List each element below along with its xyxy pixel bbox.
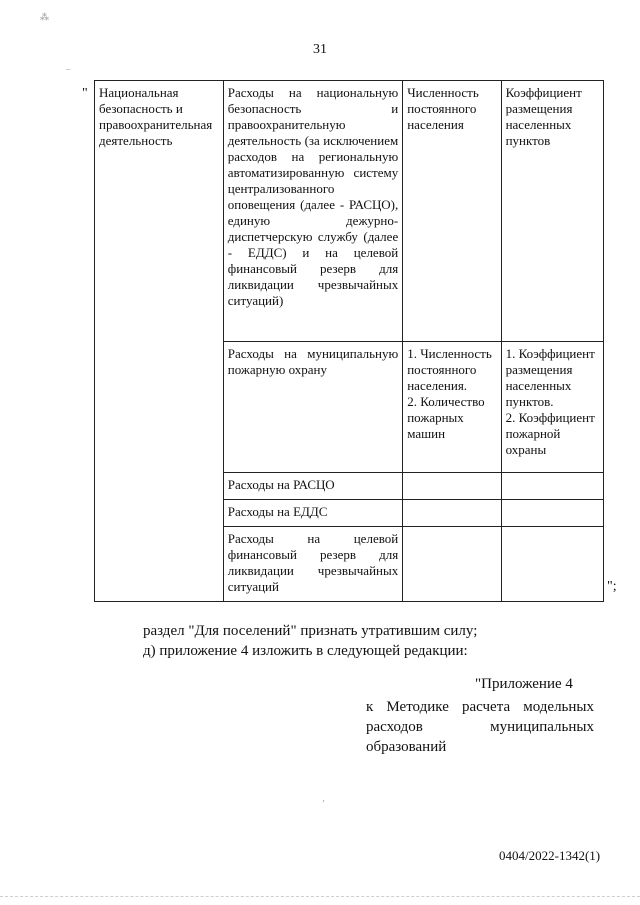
appendix-subtitle bbox=[366, 697, 594, 757]
indicator-cell: Численность постоянного населения bbox=[403, 81, 501, 342]
indicator-cell bbox=[403, 527, 501, 602]
expense-cell: Расходы на муниципальную пожарную охрану bbox=[223, 342, 402, 473]
appendix-word: расходов bbox=[366, 719, 423, 735]
category-cell: Национальная безопасность и правоохранительная деятельность bbox=[95, 81, 224, 602]
appendix-line: образований bbox=[366, 739, 447, 755]
table-row bbox=[95, 81, 604, 342]
coefficient-cell bbox=[501, 342, 603, 473]
coefficient-line: 2. Коэффициент пожарной охраны bbox=[505, 410, 595, 457]
document-number: 0404/2022-1342(1) bbox=[499, 848, 601, 863]
expense-cell: Расходы на РАСЦО bbox=[223, 473, 402, 500]
table-close-quote: "; bbox=[607, 579, 617, 594]
appendix-word: муниципальных bbox=[490, 719, 594, 735]
indicator-line: 1. Численность постоянного населения. bbox=[407, 346, 492, 393]
expense-cell: Расходы на ЕДДС bbox=[223, 500, 402, 527]
indicator-cell bbox=[403, 342, 501, 473]
appendix-word: модельных bbox=[523, 699, 594, 715]
page-number: 31 bbox=[313, 42, 327, 57]
expense-table bbox=[94, 80, 604, 602]
appendix-title: "Приложение 4 bbox=[475, 676, 573, 692]
scan-speck: ⁂ bbox=[40, 12, 49, 22]
expense-cell: Расходы на национальную безопасность и правоохранительную деятельность (за исключением расходов на региональную автоматизированную систему централизованного оповещения (далее - РАСЦО), единую дежурно-диспетчерскую службу (далее - ЕДДС) и на целевой финансовый резерв для ликвидации чрезвычайных ситуаций) bbox=[223, 81, 402, 342]
appendix-word: к bbox=[366, 699, 374, 715]
coefficient-cell bbox=[501, 527, 603, 602]
body-paragraph: д) приложение 4 изложить в следующей редакции: bbox=[143, 643, 468, 659]
scan-speck: – bbox=[66, 64, 71, 74]
appendix-word: расчета bbox=[461, 699, 511, 715]
indicator-line: 2. Количество пожарных машин bbox=[407, 394, 485, 441]
appendix-line bbox=[366, 717, 594, 737]
indicator-cell bbox=[403, 473, 501, 500]
coefficient-cell bbox=[501, 473, 603, 500]
body-paragraph: раздел "Для поселений" признать утратившим силу; bbox=[143, 623, 478, 639]
table-open-quote: " bbox=[82, 86, 88, 101]
coefficient-cell: Коэффициент размещения населенных пунктов bbox=[501, 81, 603, 342]
indicator-cell bbox=[403, 500, 501, 527]
scan-speck: ‚ bbox=[322, 793, 325, 803]
appendix-line bbox=[366, 697, 594, 717]
appendix-word: Методике bbox=[386, 699, 449, 715]
expense-cell: Расходы на целевой финансовый резерв для ликвидации чрезвычайных ситуаций bbox=[223, 527, 402, 602]
coefficient-cell bbox=[501, 500, 603, 527]
scan-edge-line bbox=[0, 896, 640, 897]
coefficient-line: 1. Коэффициент размещения населенных пунктов. bbox=[505, 346, 595, 409]
